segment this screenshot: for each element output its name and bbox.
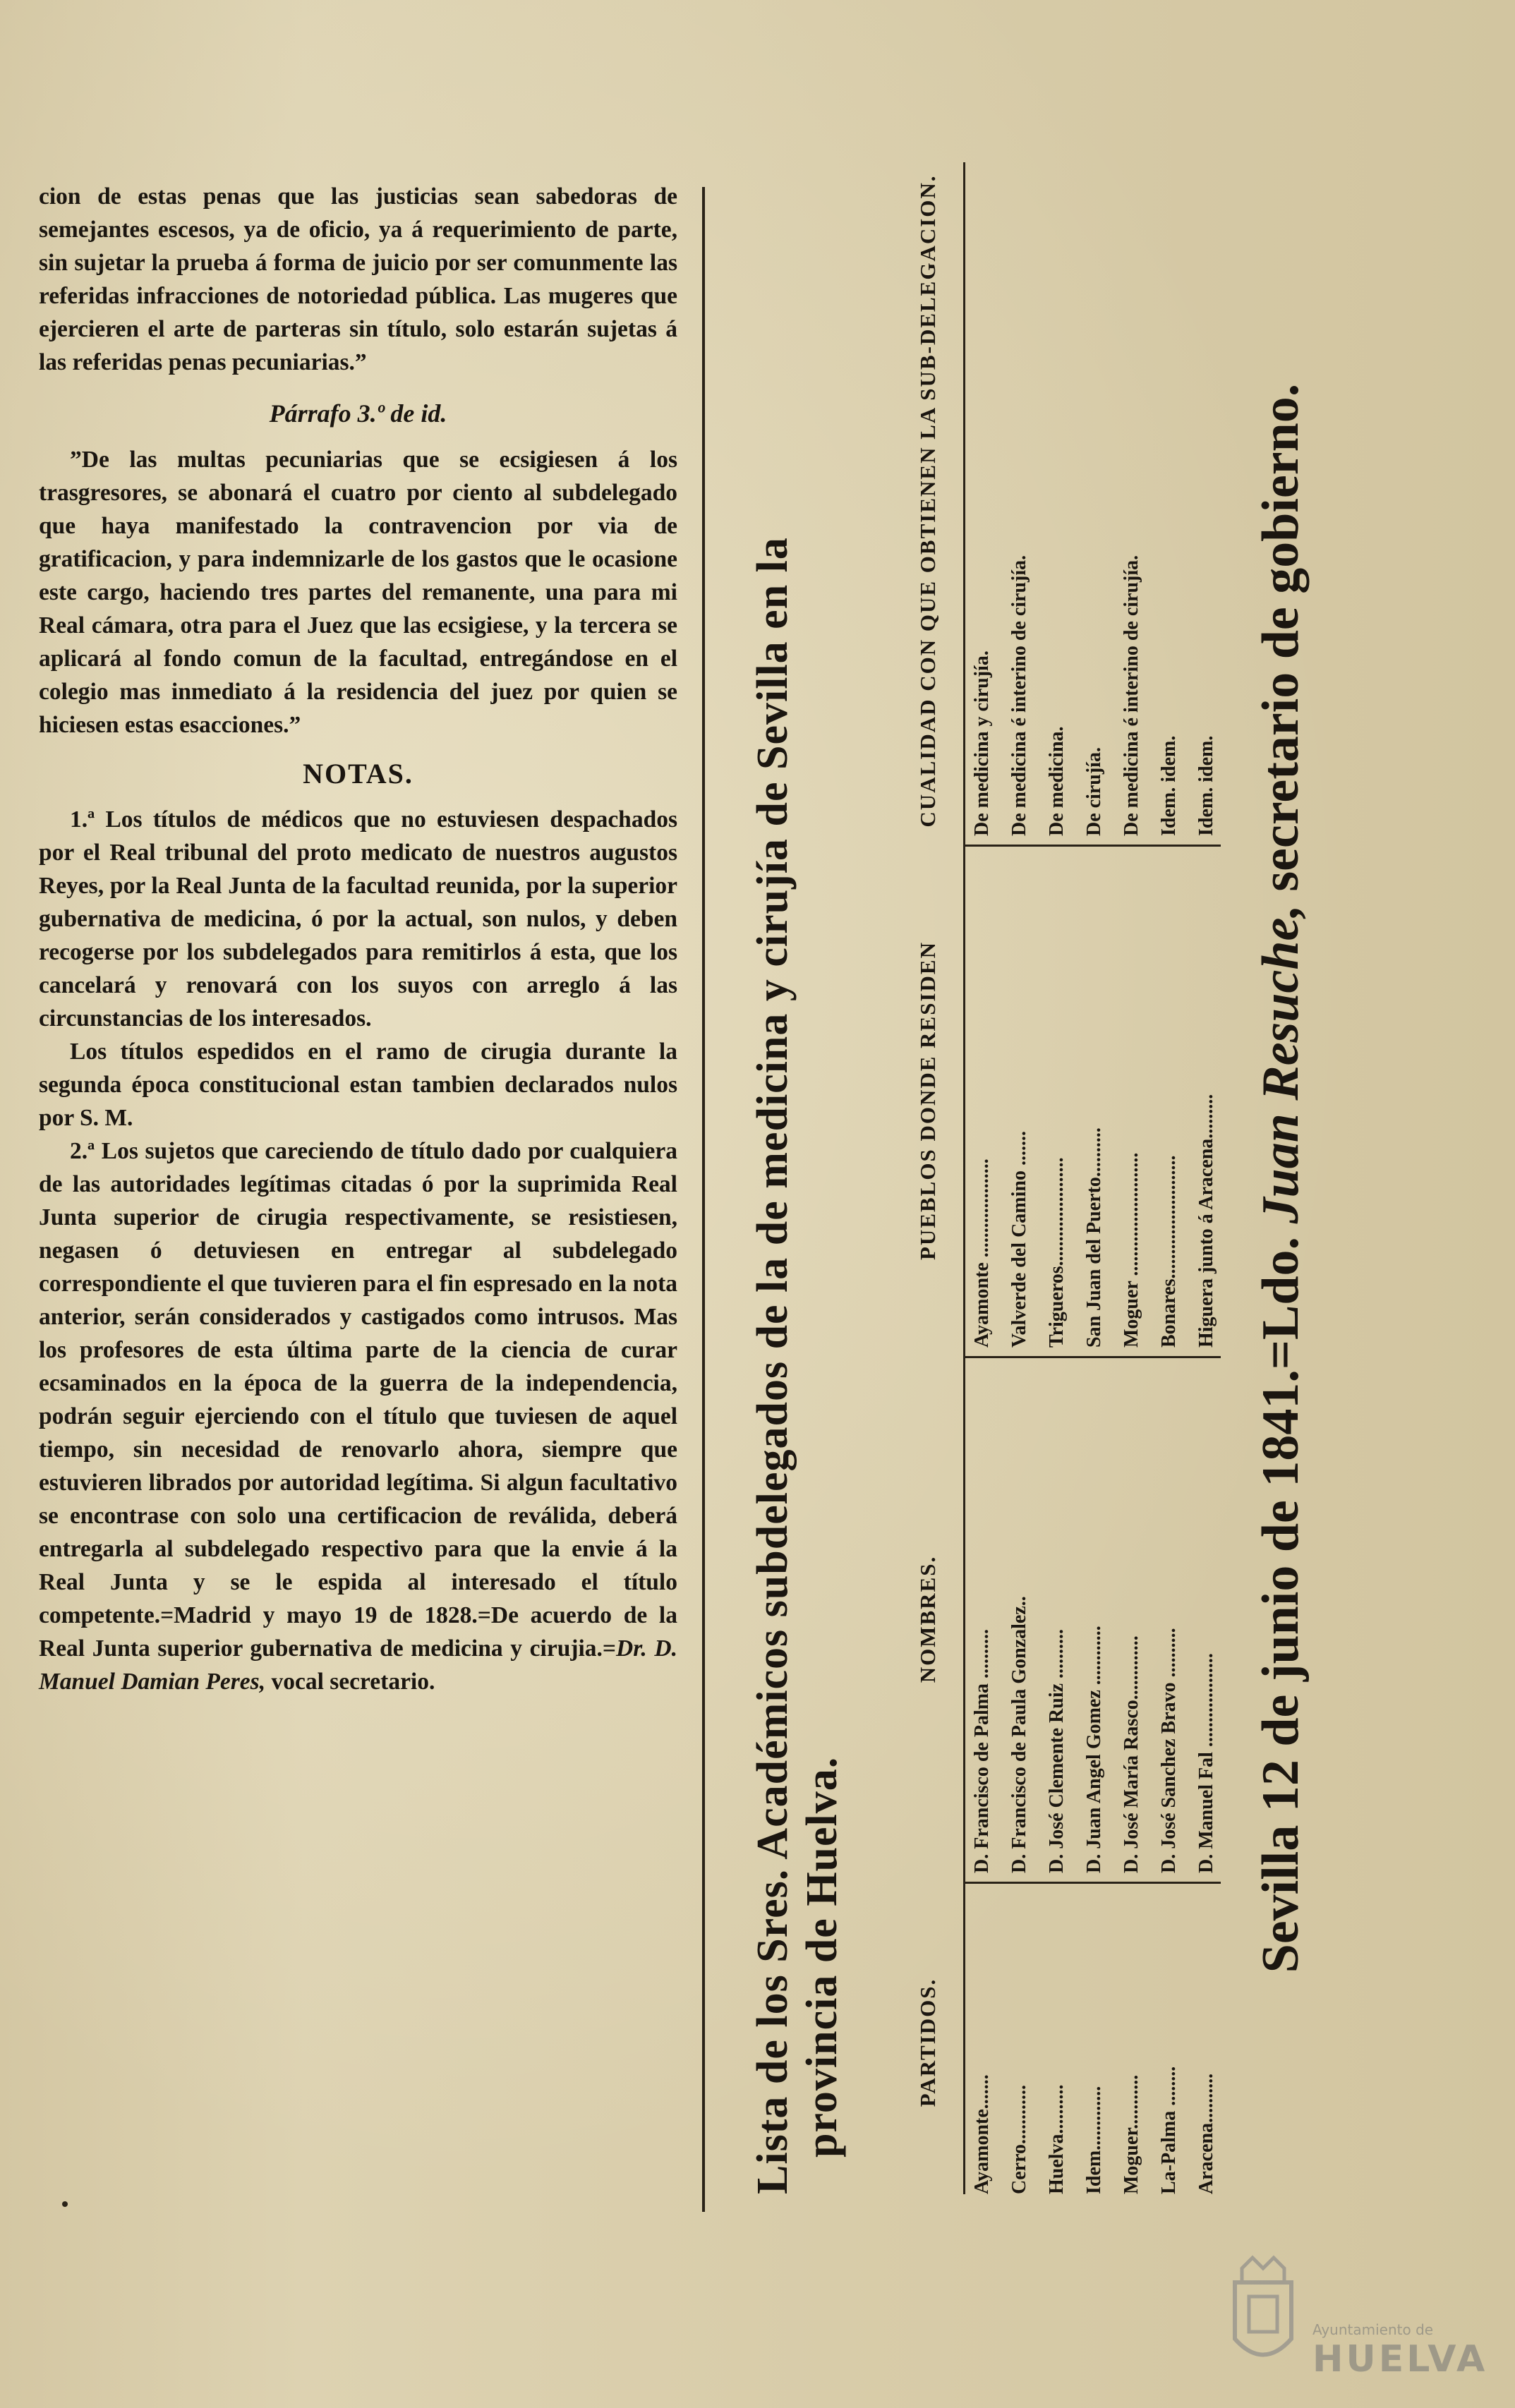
column-rule	[963, 1356, 1221, 1358]
heading-notas: NOTAS.	[303, 758, 414, 789]
watermark-line-1: Ayuntamiento de	[1312, 2321, 1434, 2338]
column-nombres	[893, 1365, 1225, 1873]
table-cell-cualidad: Idem. idem.	[1158, 735, 1180, 836]
table-cell-cualidad: De cirujía.	[1083, 747, 1105, 836]
left-text-column	[39, 180, 677, 2212]
table-cell-pueblo: San Juan del Puerto..........	[1083, 1127, 1105, 1348]
table-cell-nombre: D. José Sanchez Bravo ..........	[1158, 1628, 1180, 1873]
header-nombres: NOMBRES.	[915, 1555, 940, 1683]
header-pueblos: PUEBLOS DONDE RESIDEN	[915, 941, 940, 1260]
list-title-line-1: Lista de los Sres. Académicos subdelegados de la de medicina y cirujía de Sevilla en la	[749, 537, 797, 2194]
list-title	[748, 162, 847, 2194]
table-cell-partido: Idem.............	[1083, 2086, 1105, 2194]
nota-2	[39, 1135, 677, 1698]
heading-parrafo: Párrafo 3.º de id.	[269, 399, 447, 428]
nota-1: 1.ª Los títulos de médicos que no estuviesen despachados por el Real tribunal del proto medicato de nuestros augustos Reyes, por la Real Junta de la facultad reunida, por la superior gubernativa de medicina, ó por la actual, son nulos, y deben recogerse por los subdelegados para remitirlos á esta, que los cancelará y renovará con los suyos con arreglo á las circunstancias de los interesados.	[39, 806, 677, 1031]
table-cell-nombre: D. Juan Angel Gomez ............	[1083, 1626, 1105, 1873]
table-cell-nombre: D. Manuel Fal ...................	[1195, 1653, 1217, 1873]
paragraph-multas: ”De las multas pecuniarias que se ecsigiesen á los trasgresores, se abonará el cuatro por ciento al subdelegado que haya manifestado la contravencion por via de gratificacion, y para indemnizarle de los gastos que le ocasione este cargo, haciendo tres partes del remanente, una para mi Real cámara, otra para el Juez que las ecsigiese, y la tercera se aplicará al fondo comun de la facultad, entregándose en el colegio mas inmediato á la residencia del juez por quien se hiciesen estas esacciones.”	[39, 447, 677, 738]
watermark-text	[1312, 2321, 1496, 2380]
table-cell-partido: Huelva..........	[1046, 2084, 1068, 2194]
signature-footer	[1249, 162, 1312, 2194]
table-cell-pueblo: Bonares.........................	[1158, 1155, 1180, 1348]
nota-1b: Los títulos espedidos en el ramo de cirugia durante la segunda época constitucional estan tambien declarados nulos por S. M.	[39, 1039, 677, 1131]
coat-of-arms-watermark-icon	[1221, 2254, 1305, 2374]
table-cell-partido: La-Palma ........	[1158, 2066, 1180, 2194]
table-cell-nombre: D. José Clemente Ruiz ..........	[1046, 1628, 1068, 1873]
column-rule	[963, 1882, 1221, 1884]
column-partidos	[893, 1891, 1225, 2194]
header-cualidad: CUALIDAD CON QUE OBTIENEN LA SUB-DELEGACION.	[915, 174, 940, 828]
list-title-line-2: provincia de Huelva.	[798, 1756, 846, 2158]
table-cell-nombre: D. José María Rasco.............	[1121, 1635, 1142, 1873]
column-cualidad	[893, 166, 1225, 836]
table-cell-nombre: D. Francisco de Paula Gonzalez..	[1008, 1596, 1030, 1873]
column-rule	[963, 845, 1221, 847]
table-cell-cualidad: Idem. idem.	[1195, 735, 1217, 836]
table-cell-pueblo: Moguer .........................	[1121, 1152, 1142, 1348]
table-cell-partido: Aracena..........	[1195, 2073, 1217, 2194]
ink-dot	[62, 2201, 68, 2207]
table-cell-pueblo: Ayamonte ....................	[971, 1158, 993, 1348]
footer-date: Sevilla 12 de junio de 1841.=Ldo.	[1252, 1223, 1310, 1973]
table-cell-partido: Ayamonte.......	[971, 2074, 993, 2194]
column-pueblos	[893, 854, 1225, 1348]
table-cell-partido: Moguer...........	[1121, 2074, 1142, 2194]
paragraph-penas: cion de estas penas que las justicias sean sabedoras de semejantes escesos, ya de oficio, ya á requerimiento de parte, sin sujetar la prueba á forma de juicio por ser comunmente las referidas infracciones de notoriedad pública. Las mugeres que ejercieren el arte de parteras sin título, solo estarán sujetas á las referidas penas pecuniarias.”	[39, 183, 677, 375]
nota-2-text: 2.ª Los sujetos que careciendo de título dado por cualquiera de las autoridades legítimas citadas ó por la suprimida Real Junta superior de cirugia respectivamente, se resistiesen, negasen ó detuviesen en entregar al subdelegado correspondiente el que tuvieren para el fin espresado en la nota anterior, serán considerados y castigados como intrusos. Mas los profesores de esta última parte de la ciencia de curar ecsaminados en la época de la guerra de la independencia, podrán seguir ejerciendo con el título que tuviesen de aquel tiempo, sin necesidad de renovarlo ahora, siempre que estuvieren librados por autoridad legítima. Si algun facultativo se encontrase con solo una certificacion de reválida, deberá entregarla al subdelegado respectivo para que la envie á la Real Junta y se le espida al interesado el título competente.=Madrid y mayo 19 de 1828.=De acuerdo de la Real Junta superior gubernativa de medicina y cirujia.=	[39, 1138, 677, 1662]
table-cell-cualidad: De medicina.	[1046, 726, 1068, 836]
table-cell-cualidad: De medicina y cirujía.	[971, 651, 993, 836]
table-cell-partido: Cerro............	[1008, 2085, 1030, 2194]
signature: Dr. D. Manuel Damian Peres,	[39, 1635, 677, 1695]
column-divider	[702, 187, 705, 2212]
signature-role: vocal secretario.	[265, 1669, 435, 1695]
watermark-line-2: HUELVA	[1312, 2338, 1488, 2380]
table-cell-cualidad: De medicina é interino de cirujía.	[1008, 555, 1030, 836]
table-cell-nombre: D. Francisco de Palma ..........	[971, 1628, 993, 1873]
table-cell-pueblo: Higuera junto á Aracena.........	[1195, 1094, 1217, 1348]
subdelegados-table	[893, 162, 1221, 2194]
rotated-table-block	[748, 162, 1482, 2194]
table-cell-pueblo: Trigueros......................	[1046, 1157, 1068, 1348]
header-partidos: PARTIDOS.	[915, 1978, 940, 2107]
footer-role: secretario de gobierno.	[1252, 383, 1310, 905]
footer-name: Juan Resuche,	[1252, 904, 1310, 1224]
table-cell-pueblo: Valverde del Camino .......	[1008, 1131, 1030, 1348]
table-cell-cualidad: De medicina é interino de cirujía.	[1121, 555, 1142, 836]
